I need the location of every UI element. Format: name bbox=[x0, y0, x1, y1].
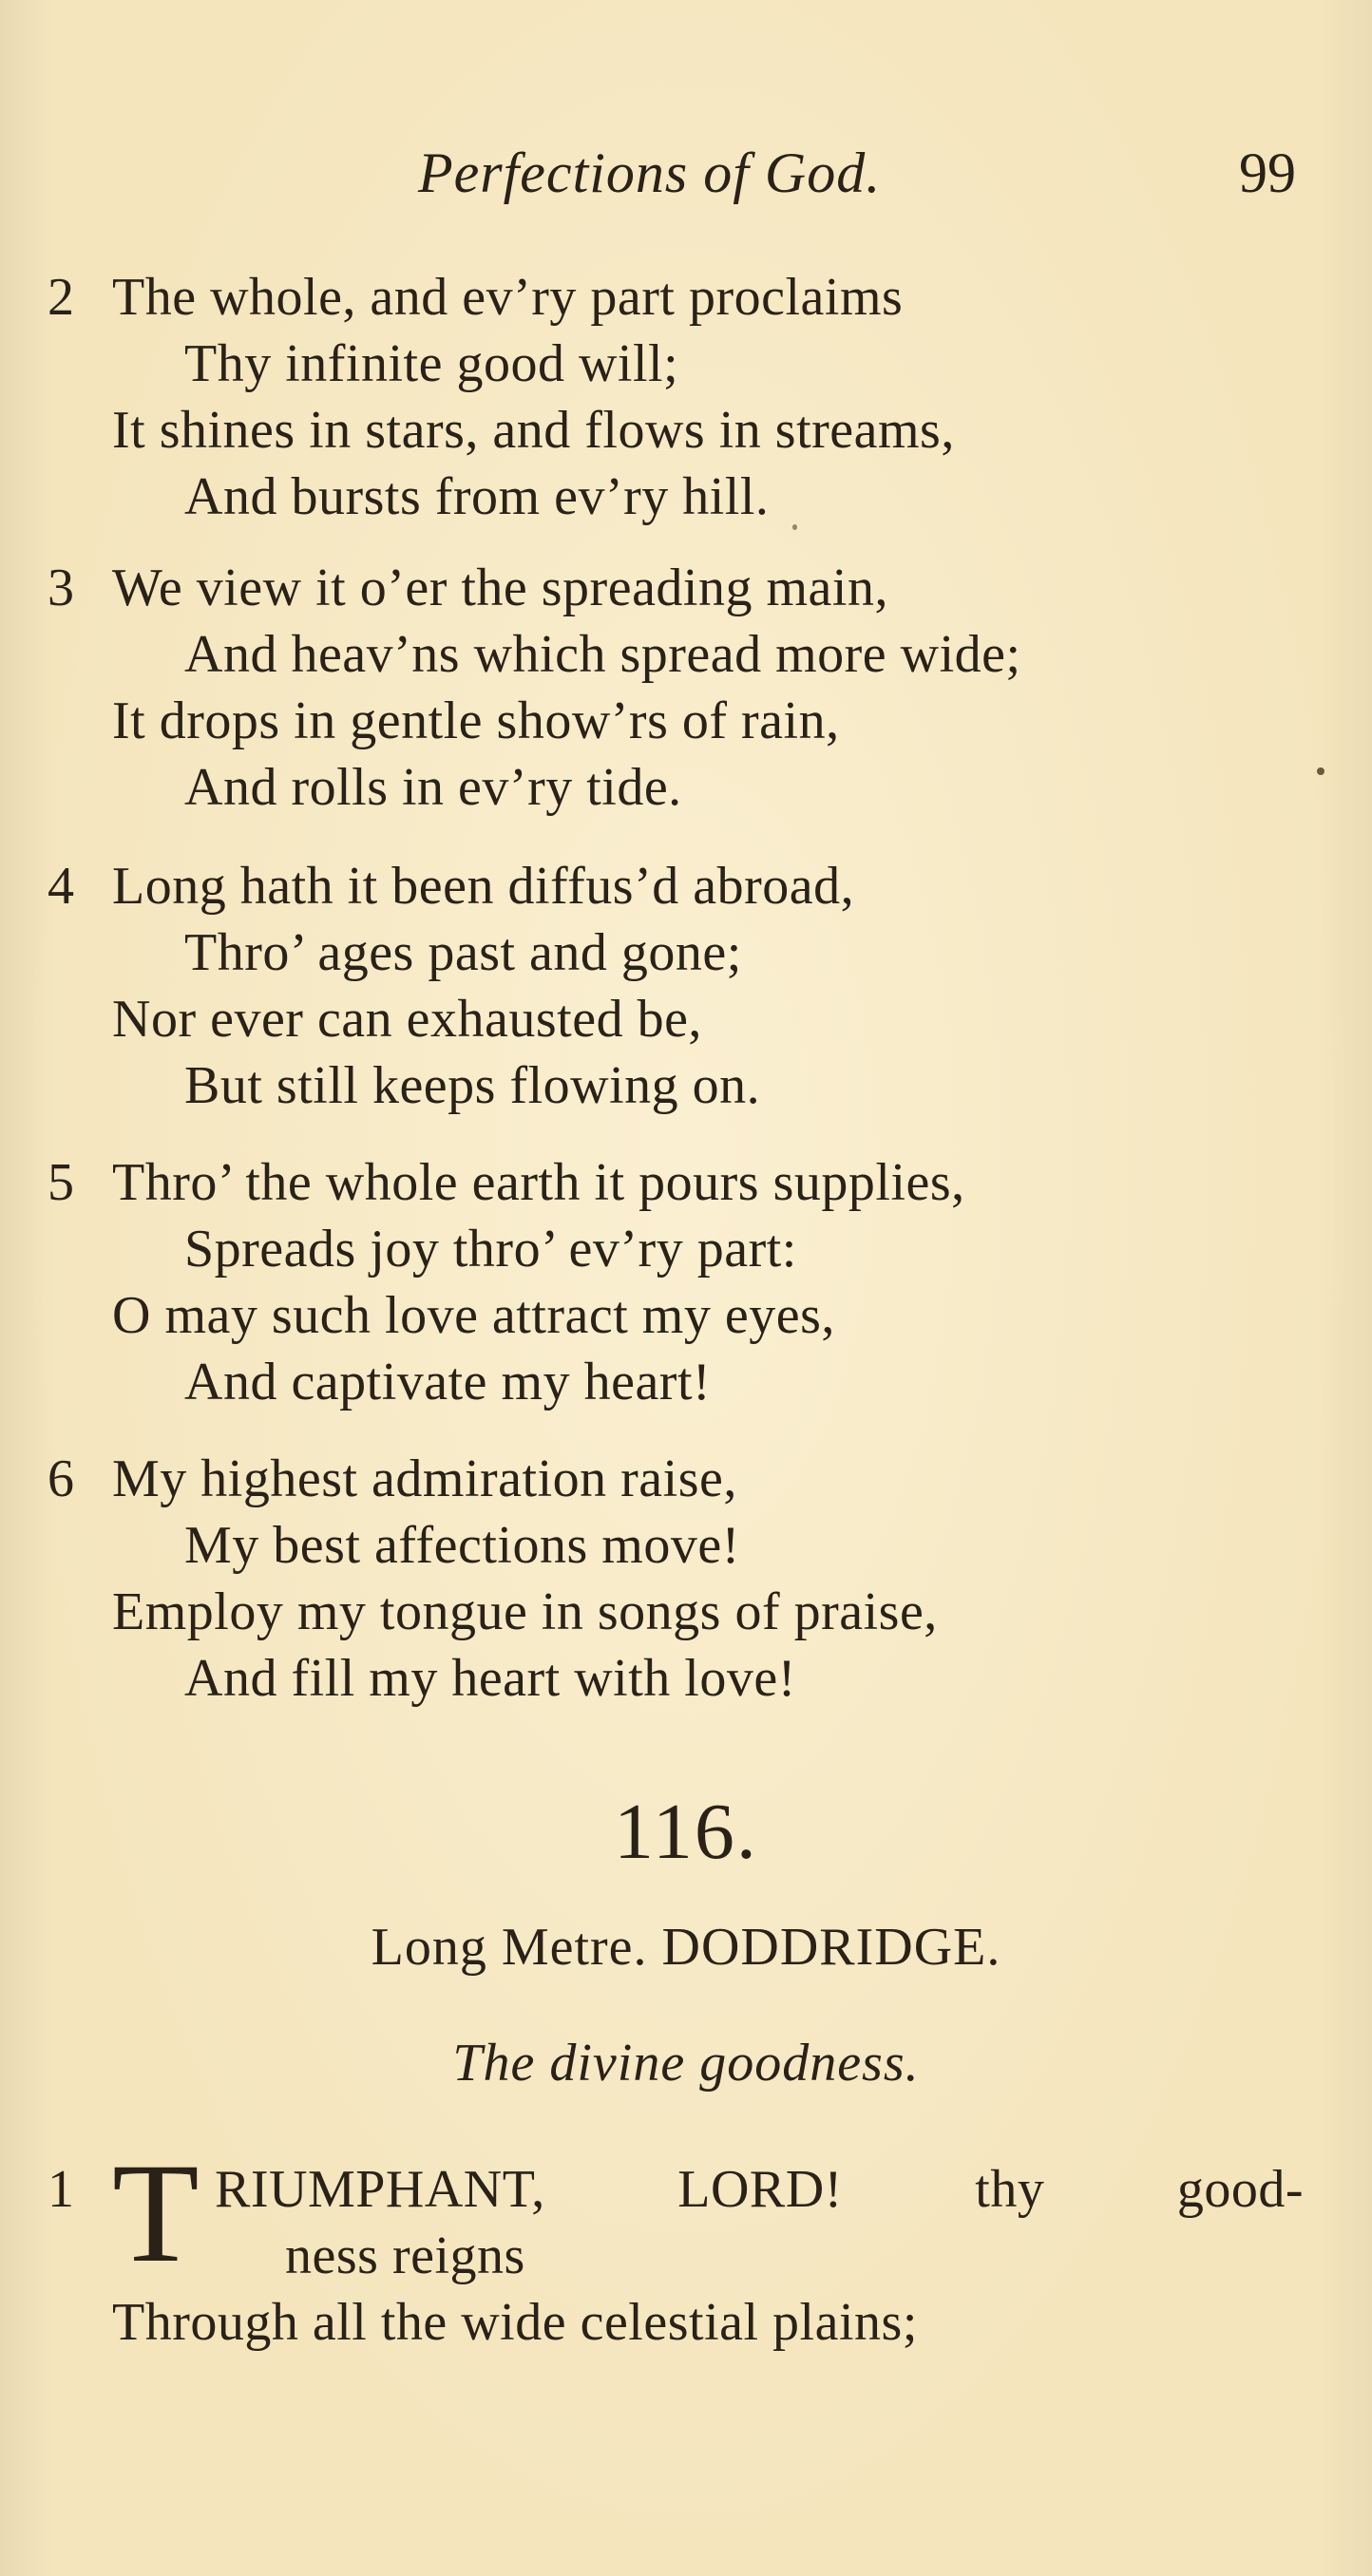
verse-line: But still keeps flowing on. bbox=[184, 1056, 761, 1115]
verse-line: My highest admiration raise, bbox=[112, 1449, 737, 1508]
hymn-number: 116. bbox=[614, 1788, 758, 1876]
verse-line: And fill my heart with love! bbox=[184, 1649, 796, 1708]
running-title: Perfections of God. bbox=[418, 142, 882, 204]
verse-line: RIUMPHANT, LORD! thy good- bbox=[215, 2160, 1304, 2219]
verse-line: Thro’ the whole earth it pours supplies, bbox=[112, 1153, 965, 1212]
page-number: 99 bbox=[1239, 142, 1296, 204]
verse-line: It drops in gentle show’rs of rain, bbox=[112, 691, 840, 750]
verse-number: 1 bbox=[48, 2160, 74, 2219]
verse-line: Thy infinite good will; bbox=[184, 334, 679, 393]
verse-line: Employ my tongue in songs of praise, bbox=[112, 1582, 938, 1641]
hymn-subject: The divine goodness. bbox=[452, 2034, 920, 2093]
verse-line: It shines in stars, and flows in streams, bbox=[112, 401, 955, 460]
verse-line: ness reigns bbox=[285, 2226, 525, 2285]
verse-line: And heav’ns which spread more wide; bbox=[184, 625, 1021, 684]
verse-line: And bursts from ev’ry hill. bbox=[184, 467, 770, 526]
verse-line: Long hath it been diffus’d abroad, bbox=[112, 857, 855, 916]
verse-line: Through all the wide celestial plains; bbox=[112, 2293, 918, 2352]
verse-line: And rolls in ev’ry tide. bbox=[184, 758, 682, 817]
verse-number: 5 bbox=[48, 1153, 74, 1212]
verse-line: Spreads joy thro’ ev’ry part: bbox=[184, 1220, 797, 1279]
paper-speck bbox=[1317, 767, 1324, 775]
verse-number: 3 bbox=[48, 559, 74, 617]
verse-line: O may such love attract my eyes, bbox=[112, 1286, 835, 1345]
verse-line: My best affections move! bbox=[184, 1516, 740, 1575]
verse-number: 2 bbox=[48, 268, 74, 327]
hymn-meter: Long Metre. DODDRIDGE. bbox=[371, 1918, 1001, 1977]
verse-line: Thro’ ages past and gone; bbox=[184, 923, 742, 982]
verse-number: 6 bbox=[48, 1449, 74, 1508]
verse-line: The whole, and ev’ry part proclaims bbox=[112, 268, 904, 327]
verse-number: 4 bbox=[48, 857, 74, 916]
drop-cap: T bbox=[112, 2134, 200, 2292]
verse-line: And captivate my heart! bbox=[184, 1353, 712, 1411]
verse-line: Nor ever can exhausted be, bbox=[112, 990, 702, 1049]
verse-line: We view it o’er the spreading main, bbox=[112, 559, 888, 617]
paper-speck bbox=[792, 524, 797, 530]
